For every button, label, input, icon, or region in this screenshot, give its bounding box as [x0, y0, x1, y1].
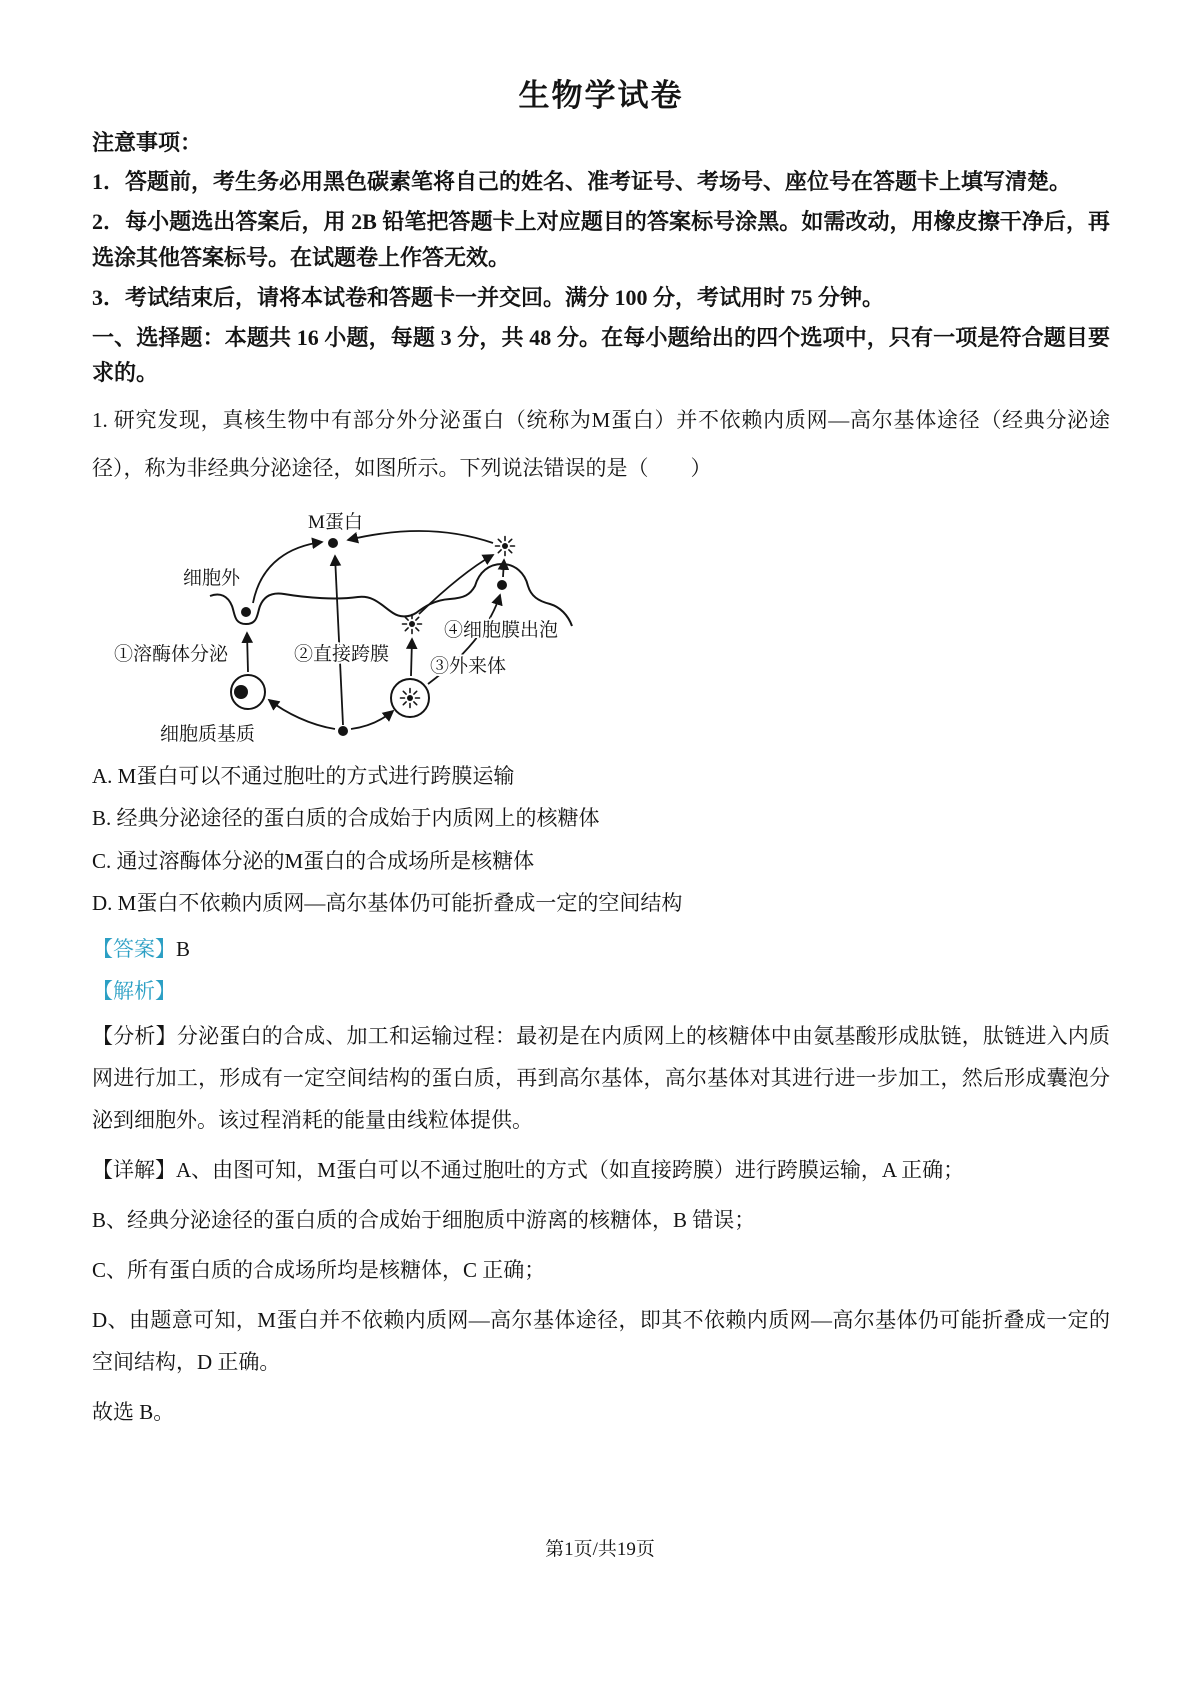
arrow-protein-to-lysosome — [269, 700, 335, 729]
cytoplasm-protein-dot — [338, 726, 348, 736]
diagram-label-path1-lysosome-secretion: ①溶酶体分泌 — [114, 643, 229, 665]
exosome-cargo-burst-icon — [401, 688, 420, 707]
released-vesicle-burst-icon — [496, 536, 515, 555]
option-b: B. 经典分泌途径的蛋白质的合成始于内质网上的核糖体 — [92, 806, 600, 831]
detail-d: D、由题意可知，M蛋白并不依赖内质网—高尔基体途径，即其不依赖内质网—高尔基体仍可能折叠成一定的空间结构，D 正确。 — [92, 1307, 1110, 1374]
option-d: D. M蛋白不依赖内质网—高尔基体仍可能折叠成一定的空间结构 — [92, 891, 683, 916]
diagram-label-path3-exosome: ③外来体 — [430, 655, 507, 677]
diagram-label-extracellular: 细胞外 — [183, 567, 241, 589]
page-number-footer: 第1页/共19页 — [545, 1539, 655, 1560]
lysosome-cargo-dot — [234, 685, 248, 699]
options-group — [92, 761, 1110, 919]
secretion-pathway-figure — [98, 500, 638, 752]
notice-item-3: 3．考试结束后，请将本试卷和答题卡一并交回。满分 100 分，考试用时 75 分钟。 — [92, 284, 885, 310]
arrow-bud-out — [503, 560, 504, 577]
answer-label: 【答案】 — [92, 936, 176, 961]
question-1-diagram — [98, 500, 1110, 757]
m-protein-dot — [328, 538, 338, 548]
arrow-exosome-to-membrane — [411, 639, 412, 676]
question-1-stem: 1. 研究发现，真核生物中有部分外分泌蛋白（统称为M蛋白）并不依赖内质网—高尔基体途径（经典分泌途径），称为非经典分泌途径，如图所示。下列说法错误的是（ ） — [92, 408, 1110, 480]
notice-item-1: 1．答题前，考生务必用黑色碳素笔将自己的姓名、准考证号、考场号、座位号在答题卡上填写清楚。 — [92, 169, 1072, 195]
arrow-lysosome-to-pocket — [247, 633, 248, 672]
membrane-fusion-burst-icon — [403, 614, 422, 633]
analysis-paragraph: 【分析】分泌蛋白的合成、加工和运输过程：最初是在内质网上的核糖体中由氨基酸形成肽链，肽链进入内质网进行加工，形成有一定空间结构的蛋白质，再到高尔基体，高尔基体对其进行进一步加工，然后形成囊泡分泌到细胞外。该过程消耗的能量由线粒体提供。 — [92, 1023, 1110, 1132]
answer-line — [92, 933, 1110, 963]
analysis-label: 【解析】 — [92, 978, 176, 1003]
diagram-label-m-protein: M蛋白 — [308, 511, 363, 533]
detail-c: C、所有蛋白质的合成场所均是核糖体，C 正确； — [92, 1257, 546, 1282]
option-a: A. M蛋白可以不通过胞吐的方式进行跨膜运输 — [92, 763, 515, 788]
detail-b: B、经典分泌途径的蛋白质的合成始于细胞质中游离的核糖体，B 错误； — [92, 1207, 756, 1232]
analysis-label-line — [92, 975, 1110, 1005]
pocket-cargo-dot — [241, 607, 251, 617]
arrow-protein-to-exosome — [351, 711, 393, 729]
arrow-direct-crossing — [335, 556, 343, 725]
page-title: 生物学试卷 — [518, 78, 684, 113]
answer-value: B — [176, 936, 191, 961]
option-c: C. 通过溶酶体分泌的M蛋白的合成场所是核糖体 — [92, 848, 535, 873]
notice-heading: 注意事项： — [92, 130, 203, 155]
notice-item-2: 2．每小题选出答案后，用 2B 铅笔把答题卡上对应题目的答案标号涂黑。如需改动，用橡皮擦干净后，再选涂其他答案标号。在试题卷上作答无效。 — [92, 209, 1110, 270]
detail-a: 【详解】A、由图可知，M蛋白可以不通过胞吐的方式（如直接跨膜）进行跨膜运输，A 正确； — [92, 1157, 965, 1182]
diagram-label-cytoplasm: 细胞质基质 — [160, 723, 256, 745]
section-heading: 一、选择题：本题共 16 小题，每题 3 分，共 48 分。在每小题给出的四个选项中，只有一项是符合题目要求的。 — [92, 324, 1110, 386]
diagram-label-path4-membrane-budding: ④细胞膜出泡 — [444, 619, 559, 641]
detail-conclusion: 故选 B。 — [92, 1399, 175, 1424]
membrane-bud-dot — [497, 580, 507, 590]
diagram-label-path2-direct-crossing: ②直接跨膜 — [294, 643, 390, 665]
arrow-vesicle-to-mprotein — [348, 531, 493, 543]
